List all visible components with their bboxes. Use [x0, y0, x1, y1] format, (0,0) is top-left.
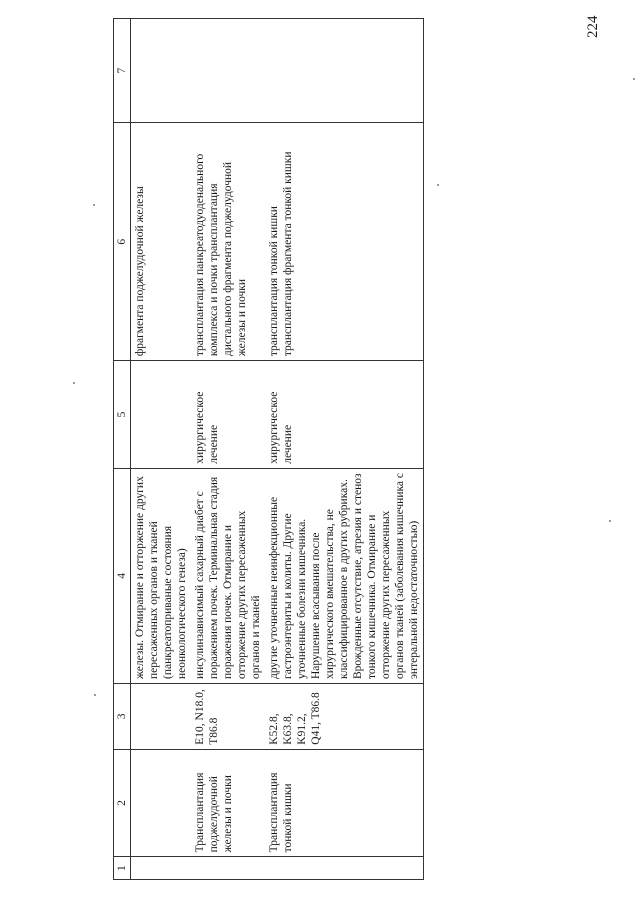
scan-speck	[437, 184, 439, 186]
treatment-method-cell: фрагмента поджелудочной железы	[131, 123, 192, 361]
standard-cell	[131, 19, 192, 123]
diagnosis-cell: инсулинзависимый сахарный диабет с поражением почек. Терминальная стадия поражения почек. Отмирание и отторжение других пересаженных органов и тканей	[191, 468, 265, 683]
scan-speck	[94, 694, 96, 696]
row-index-cell	[191, 857, 265, 880]
standard-cell	[191, 19, 265, 123]
treatment-type-cell	[131, 361, 192, 469]
column-number: 1	[114, 857, 131, 880]
procedure-name-cell: Трансплантация поджелудочной железы и почки	[191, 749, 265, 857]
column-number: 5	[114, 361, 131, 469]
procedures-table	[113, 18, 424, 880]
scan-speck	[73, 382, 75, 384]
procedure-name-cell: Трансплантация тонкой кишки	[265, 749, 424, 857]
scan-speck	[609, 520, 611, 522]
standard-cell	[265, 19, 424, 123]
table-row	[265, 19, 424, 880]
scan-speck	[633, 78, 635, 80]
icd-codes-cell	[131, 684, 192, 750]
treatment-method-cell: трансплантация тонкой кишки трансплантация фрагмента тонкой кишки	[265, 123, 424, 361]
icd-codes-cell: E10, N18.0, T86.8	[191, 684, 265, 750]
treatment-method-cell: трансплантация панкреатодуоденального комплекса и почки трансплантация дистального фрагмента поджелудочной железы и почки	[191, 123, 265, 361]
table-row	[191, 19, 265, 880]
table-row	[131, 19, 192, 880]
treatment-type-cell: хирургическое лечение	[191, 361, 265, 469]
treatment-type-cell: хирургическое лечение	[265, 361, 424, 469]
diagnosis-cell: железы. Отмирание и отторжение других пересаженных органов и тканей (панкреатоприваные состояния неонкологического генеза)	[131, 468, 192, 683]
row-index-cell	[265, 857, 424, 880]
column-number: 6	[114, 123, 131, 361]
rotated-table-wrapper	[113, 18, 597, 880]
page-number: 224	[585, 15, 601, 38]
column-number-row	[114, 19, 131, 880]
procedure-name-cell	[131, 749, 192, 857]
diagnosis-cell: другие уточненные неинфекционные гастроэнтериты и колиты. Другие уточненные болезни кишечника. Нарушение всасывания после хирургического вмешательства, не классифицированное в других рубриках. Врожденные отсутствие, атрезия и стеноз тонкого кишечника. Отмирание и отторжение других пересаженных органов тканей (заболевания кишечника с энтеральной недостаточностью)	[265, 468, 424, 683]
column-number: 3	[114, 684, 131, 750]
column-number: 2	[114, 749, 131, 857]
icd-codes-cell: K52.8, K63.8, K91.2, Q41, T86.8	[265, 684, 424, 750]
column-number: 7	[114, 19, 131, 123]
scan-speck	[93, 204, 95, 206]
row-index-cell	[131, 857, 192, 880]
column-number: 4	[114, 468, 131, 683]
